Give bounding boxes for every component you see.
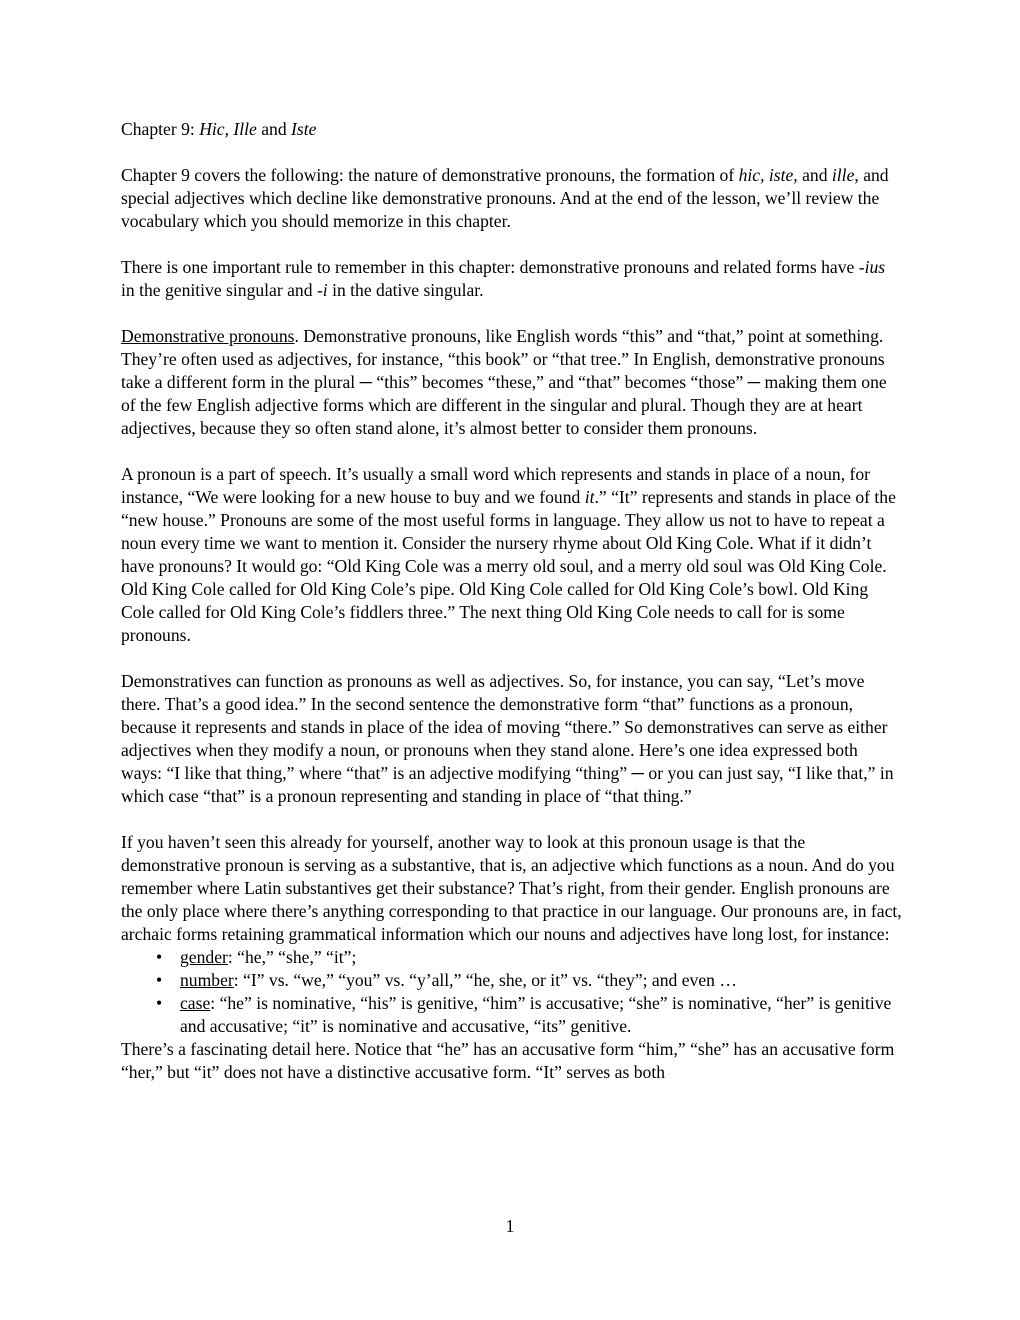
paragraph-demonstratives-function: Demonstratives can function as pronouns as well as adjectives. So, for instance, you can say, “Let’s move there. That’s a good idea.” In the second sentence the demonstrative form “that” functions as a pronoun, because it represents and stands in place of the idea of moving “there.” So demonstratives can serve as either adjectives when they modify a noun, or pronouns when they stand alone. Here’s one idea expressed both ways: “I like that thing,” where “that” is an adjective modifying “thing” ─ or you can just say, “I like that,” in which case “that” is a pronoun representing and standing in place of “that thing.” bbox=[121, 671, 894, 806]
section-title: Demonstrative pronouns bbox=[121, 326, 295, 346]
paragraph-overview: Chapter 9 covers the following: the nature of demonstrative pronouns, the formation of hic, iste, and ille, and special adjectives which decline like demonstrative pronouns. And at the end of the lesson, we’ll review the vocabulary which you should memorize in this chapter. bbox=[121, 165, 889, 231]
list-item: • gender: “he,” “she,” “it”; bbox=[121, 946, 903, 969]
list-item: • case: “he” is nominative, “his” is genitive, “him” is accusative; “she” is nominative, “her” is genitive and accusative; “it” is nominative and accusative, “its” genitive. bbox=[121, 992, 903, 1038]
chapter-heading: Chapter 9: Hic, Ille and Iste bbox=[121, 119, 317, 139]
paragraph-detail: There’s a fascinating detail here. Notice that “he” has an accusative form “him,” “she” has an accusative form “her,” but “it” does not have a distinctive accusative form. “It” serves as both bbox=[121, 1039, 895, 1082]
document-page bbox=[121, 118, 903, 1084]
paragraph-rule: There is one important rule to remember in this chapter: demonstrative pronouns and related forms have -ius in the genitive singular and -i in the dative singular. bbox=[121, 257, 886, 300]
bullet-list bbox=[121, 946, 903, 1038]
list-item: • number: “I” vs. “we,” “you” vs. “y’all,” “he, she, or it” vs. “they”; and even … bbox=[121, 969, 903, 992]
paragraph-substantive: If you haven’t seen this already for yourself, another way to look at this pronoun usage is that the demonstrative pronoun is serving as a substantive, that is, an adjective which functions as a noun. And do you remember where Latin substantives get their substance? That’s right, from their gender. English pronouns are the only place where there’s anything corresponding to that practice in our language. Our pronouns are, in fact, archaic forms retaining grammatical information which our nouns and adjectives have long lost, for instance: bbox=[121, 832, 902, 944]
page-number: 1 bbox=[505, 1216, 515, 1236]
paragraph-demonstratives: Demonstrative pronouns. Demonstrative pronouns, like English words “this” and “that,” point at something. They’re often used as adjectives, for instance, “this book” or “that tree.” In English, demonstrative pronouns take a different form in the plural ─ “this” becomes “these,” and “that” becomes “those” ─ making them one of the few English adjective forms which are different in the singular and plural. Though they are at heart adjectives, because they so often stand alone, it’s almost better to consider them pronouns. bbox=[121, 326, 887, 438]
paragraph-pronoun: A pronoun is a part of speech. It’s usually a small word which represents and stands in place of a noun, for instance, “We were looking for a new house to buy and we found it.” “It” represents and stands in place of the “new house.” Pronouns are some of the most useful forms in language. They allow us not to have to repeat a noun every time we want to mention it. Consider the nursery rhyme about Old King Cole. What if it didn’t have pronouns? It would go: “Old King Cole was a merry old soul, and a merry old soul was Old King Cole. Old King Cole called for Old King Cole’s pipe. Old King Cole called for Old King Cole’s bowl. Old King Cole called for Old King Cole’s fiddlers three.” The next thing Old King Cole needs to call for is some pronouns. bbox=[121, 464, 896, 645]
